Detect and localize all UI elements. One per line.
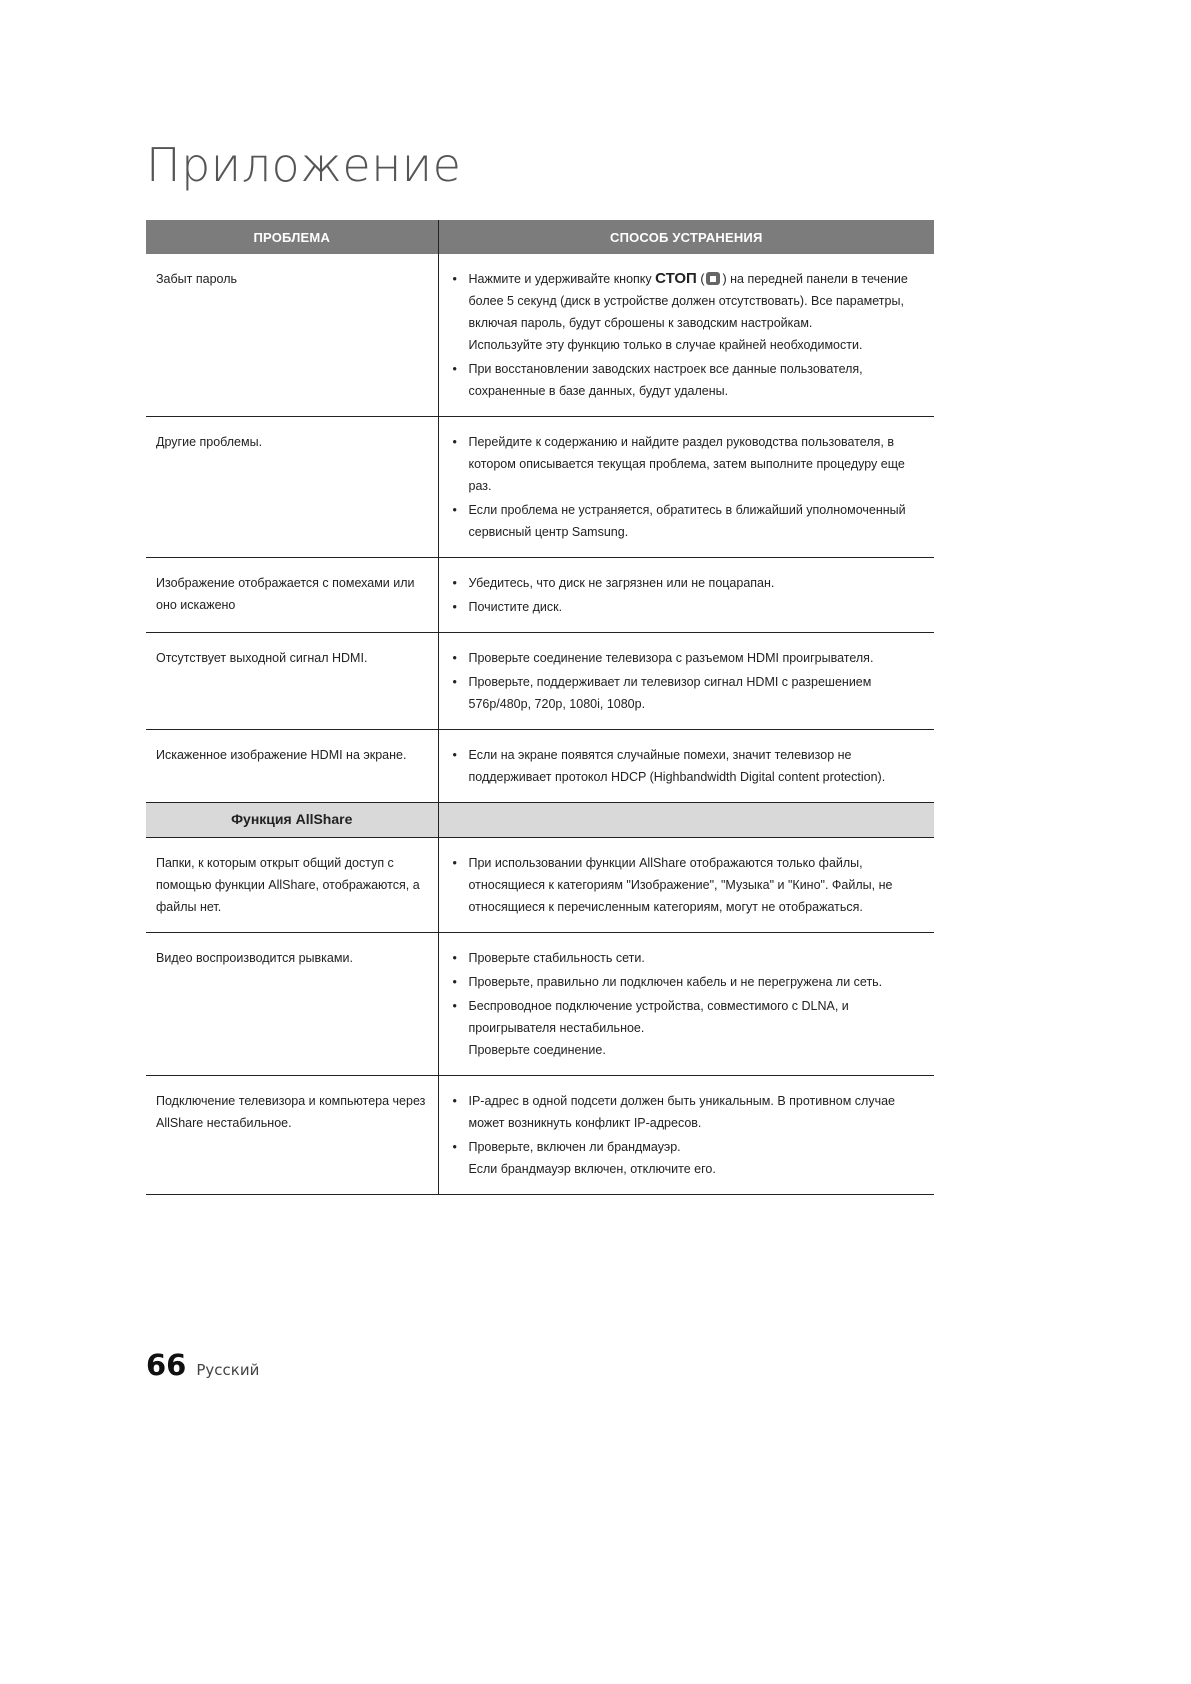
- header-problem: ПРОБЛЕМА: [146, 220, 438, 254]
- solution-item: [453, 572, 925, 594]
- solution-item: [453, 744, 925, 788]
- bullet-icon: •: [452, 651, 457, 665]
- problem-cell: Подключение телевизора и компьютера через AllShare нестабильное.: [146, 1076, 438, 1195]
- solution-text-before: Нажмите и удерживайте кнопку: [468, 272, 656, 286]
- solution-continuation: Проверьте соединение.: [468, 1043, 606, 1057]
- solution-text: Если проблема не устраняется, обратитесь в ближайший уполномоченный сервисный центр Samsung.: [468, 503, 906, 539]
- solution-item: [453, 1090, 925, 1134]
- bullet-icon: •: [452, 748, 457, 762]
- stop-key-label: СТОП: [655, 270, 697, 287]
- bullet-icon: •: [452, 975, 457, 989]
- bullet-icon: •: [452, 1140, 457, 1154]
- table-row: [146, 933, 934, 1076]
- solution-text: Беспроводное подключение устройства, совместимого с DLNA, и проигрывателя нестабильное.: [468, 999, 849, 1035]
- table-row: [146, 417, 934, 558]
- page-language: Русский: [196, 1361, 260, 1379]
- bullet-icon: •: [452, 951, 457, 965]
- problem-cell: Искаженное изображение HDMI на экране.: [146, 730, 438, 803]
- problem-cell: Отсутствует выходной сигнал HDMI.: [146, 633, 438, 730]
- solution-item: [453, 499, 925, 543]
- problem-cell: Папки, к которым открыт общий доступ с помощью функции AllShare, отображаются, а файлы нет.: [146, 838, 438, 933]
- solution-item: [453, 431, 925, 497]
- solution-item: [453, 596, 925, 618]
- solution-item: [453, 995, 925, 1061]
- table-row: [146, 838, 934, 933]
- solution-text: Почистите диск.: [468, 600, 563, 614]
- solution-item: [453, 947, 925, 969]
- solution-text-after: на передней панели в течение более 5 секунд (диск в устройстве должен отсутствовать). Все параметры, включая пароль, будут сброшены к заводским настройкам.: [468, 272, 908, 330]
- solution-item: [453, 647, 925, 669]
- bullet-icon: •: [452, 600, 457, 614]
- solution-text: При восстановлении заводских настроек все данные пользователя, сохраненные в базе данных, будут удалены.: [468, 362, 863, 398]
- section-empty-cell: [438, 803, 934, 838]
- solution-cell: [438, 1076, 934, 1195]
- page-title: Приложение: [146, 138, 462, 192]
- bullet-icon: •: [452, 675, 457, 689]
- solution-item: [453, 671, 925, 715]
- solution-text: Проверьте, включен ли брандмауэр.: [468, 1140, 681, 1154]
- solution-item: [453, 358, 925, 402]
- bullet-icon: •: [452, 435, 457, 449]
- solution-text: IP-адрес в одной подсети должен быть уникальным. В противном случае может возникнуть конфликт IP-адресов.: [468, 1094, 896, 1130]
- table-row: [146, 558, 934, 633]
- solution-cell: [438, 933, 934, 1076]
- bullet-icon: •: [452, 362, 457, 376]
- bullet-icon: •: [452, 999, 457, 1013]
- header-solution: СПОСОБ УСТРАНЕНИЯ: [438, 220, 934, 254]
- solution-item: [453, 971, 925, 993]
- solution-text: Проверьте, поддерживает ли телевизор сигнал HDMI с разрешением 576p/480p, 720p, 1080i, 1080p.: [468, 675, 872, 711]
- bullet-icon: •: [452, 576, 457, 590]
- page-footer: [146, 1348, 259, 1382]
- bullet-icon: •: [452, 1094, 457, 1108]
- bullet-icon: •: [452, 272, 457, 286]
- solution-cell: [438, 417, 934, 558]
- solution-item: • Нажмите и удерживайте кнопку СТОП ( ) на передней панели в течение более 5 секунд (диск в устройстве должен отсутствовать). Все параметры, включая пароль, будут сброшены к заводским настройкам. Используйте эту функцию только в случае крайней необходимости.: [453, 268, 925, 356]
- problem-cell: Видео воспроизводится рывками.: [146, 933, 438, 1076]
- problem-cell: Изображение отображается с помехами или оно искажено: [146, 558, 438, 633]
- solution-text: При использовании функции AllShare отображаются только файлы, относящиеся к категориям "Изображение", "Музыка" и "Кино". Файлы, не относящиеся к перечисленным категориям, могут не отображаться.: [468, 856, 893, 914]
- table-row: [146, 633, 934, 730]
- solution-item: [453, 852, 925, 918]
- solution-cell: [438, 254, 934, 417]
- page-number: 66: [146, 1348, 187, 1382]
- solution-text: Если на экране появятся случайные помехи, значит телевизор не поддерживает протокол HDCP (Highbandwidth Digital content protection).: [468, 748, 886, 784]
- solution-text: Проверьте стабильность сети.: [468, 951, 645, 965]
- section-header-row: [146, 803, 934, 838]
- solution-continuation: Если брандмауэр включен, отключите его.: [468, 1162, 716, 1176]
- bullet-icon: •: [452, 503, 457, 517]
- solution-text: Перейдите к содержанию и найдите раздел руководства пользователя, в котором описывается текущая проблема, затем выполните процедуру еще раз.: [468, 435, 905, 493]
- table-header-row: [146, 220, 934, 254]
- solution-cell: [438, 633, 934, 730]
- problem-cell: Другие проблемы.: [146, 417, 438, 558]
- solution-cell: [438, 838, 934, 933]
- table-row: [146, 730, 934, 803]
- solution-text: Проверьте, правильно ли подключен кабель и не перегружена ли сеть.: [468, 975, 883, 989]
- solution-cell: [438, 730, 934, 803]
- table-row: [146, 254, 934, 417]
- solution-text: Проверьте соединение телевизора с разъемом HDMI проигрывателя.: [468, 651, 874, 665]
- solution-item: [453, 1136, 925, 1180]
- bullet-icon: •: [452, 856, 457, 870]
- solution-text: Убедитесь, что диск не загрязнен или не поцарапан.: [468, 576, 775, 590]
- solution-continuation: Используйте эту функцию только в случае крайней необходимости.: [468, 338, 863, 352]
- table-row: [146, 1076, 934, 1195]
- problem-cell: Забыт пароль: [146, 254, 438, 417]
- stop-button-icon: [706, 272, 720, 285]
- solution-cell: [438, 558, 934, 633]
- section-title: Функция AllShare: [146, 803, 438, 838]
- troubleshooting-table: [146, 220, 934, 1195]
